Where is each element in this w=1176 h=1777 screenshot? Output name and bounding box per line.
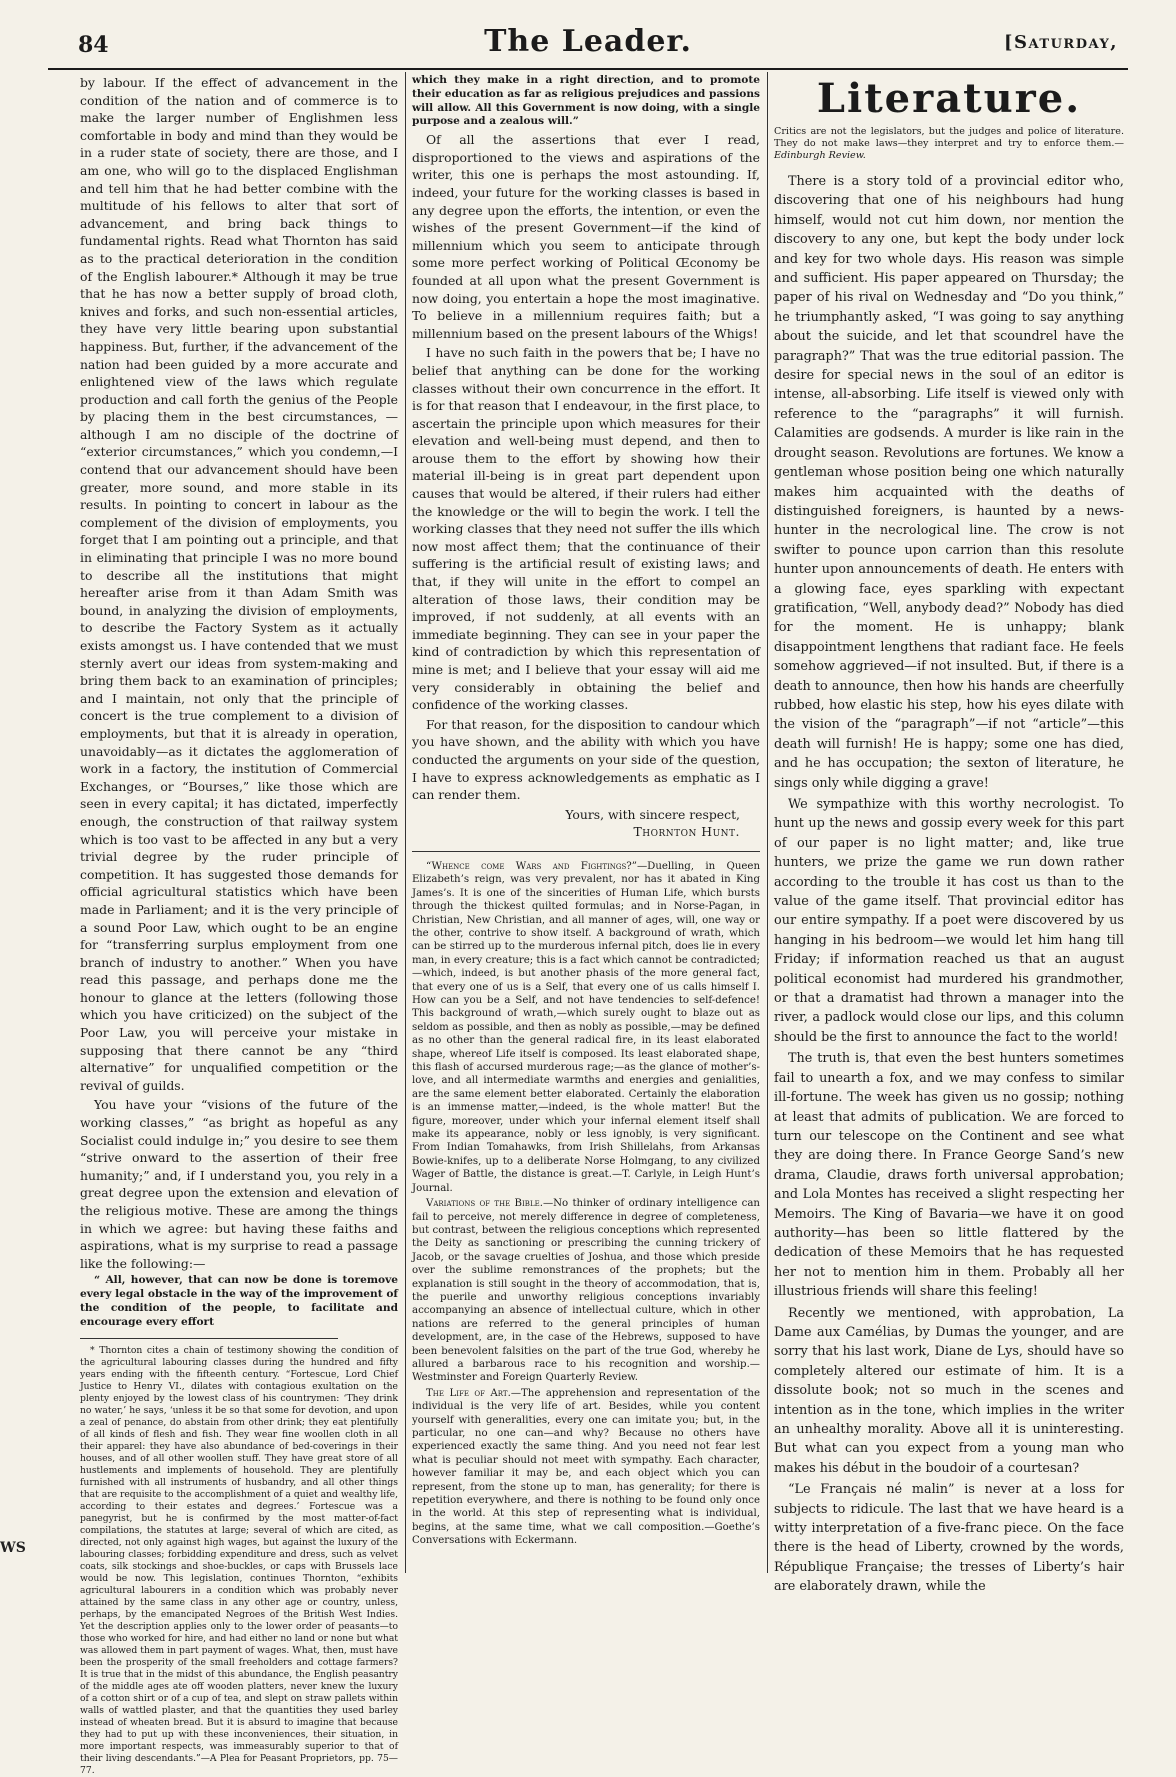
quoted-passage: “ All, however, that can now be done is toremove every legal obstacle in the way of the improvement of the condition of the people, to facilitate and encourage every effort [80,1274,398,1328]
extract-heading: Variations of the Bible. [426,1198,543,1210]
page-number: 84 [78,32,109,58]
extract-paragraph [412,1197,760,1385]
column-three [774,74,1124,1595]
page-header [48,24,1128,70]
letter-paragraph: You have your “visions of the future of the working classes,” “as bright as hopeful as any Socialist could indulge in;” you desire to see them “strive onward to the assertion of their free humanity;” and, if I understand you, you rely in a great degree upon the extension and elevation of the religious motive. These are among the things in which we agree: but having these faiths and aspirations, what is my surprise to read a passage like the following:— [80,1097,398,1271]
column-divider [405,72,406,1573]
literature-paragraph: “Le Français né malin” is never at a loss for subjects to ridicule. The last that we have heard is a witty interpretation of a five-franc piece. On the face there is the head of Liberty, crowned by the words, République Française; the tresses of Liberty’s hair are elaborately drawn, while the [774,1482,1124,1595]
literature-paragraph: There is a story told of a provincial editor who, discovering that one of his neighbours had hung himself, would not cut him down, nor mention the discovery to any one, but kept the body under lock and key for two whole days. His reason was simple and sufficient. His paper appeared on Thursday; the paper of his rival on Wednesday and “Do you think,” he triumphantly asked, “I was going to say anything about the suicide, and let that scoundrel have the paragraph?” That was the true editorial passion. The desire for special news in the soul of an editor is intense, all-absorbing. Life itself is viewed only with reference to the “paragraphs” it will furnish. Calamities are godsends. A murder is like rain in the drought season. Revolutions are fortunes. We know a gentleman whose position being one which naturally makes him acquainted with the deaths of distinguished foreigners, is haunted by a news-hunter in the necrological line. The crow is not swifter to pounce upon carrion than this resolute hunter upon announcements of death. He enters with a glowing face, eyes sparkling with expectant gratification, “Well, anybody dead?” Nobody has died for the moment. He is unhappy; blank disappointment lengthens that radiant face. He feels somehow aggrieved—if not insulted. But, if there is a death to announce, then how his hands are cheerfully rubbed, how elastic his step, how his eyes dilate with the vision of the “paragraph”—if not “article”—this death will furnish! He is happy; some one has died, and he has occupation; the sexton of literature, he sings only while digging a grave! [774,174,1124,791]
quoted-passage-continued: which they make in a right direction, and to promote their education as far as religious prejudices and passions will allow. All this Government is now doing, with a single purpose and a zealous will.” [412,74,760,128]
stamp-text: WS [0,1540,26,1556]
extract-paragraph [412,1387,760,1548]
letter-paragraph: Of all the assertions that ever I read, disproportioned to the views and aspirations of the writer, this one is perhaps the most astounding. If, indeed, your future for the working classes is based in any degree upon the efforts, the intention, or even the wishes of the present Government—if the kind of millennium which you seem to anticipate through some more perfect working of Political Œconomy be founded at all upon what the present Government is now doing, you entertain a hope the most imaginative. To believe in a millennium requires faith; but a millennium based on the present labours of the Whigs! [412,132,760,341]
extract-body: —The apprehension and representation of the individual is the very life of art. Besides, while you content yourself with generalities, every one can imitate you; but, in the particular, no one can—and why? Because no others have experienced exactly the same thing. And you need not fear lest what is peculiar should not meet with sympathy. Each character, however familiar it may be, and each object which you can represent, from the stone up to man, has generality; for there is repetition everywhere, and there is nothing to be found only once in the world. At this step of representing what is individual, begins, at the same time, what we call composition.—Goethe’s Conversations with Eckermann. [412,1387,760,1547]
masthead-title: The Leader. [484,24,692,59]
letter-signature: Thornton Hunt. [633,824,740,840]
letter-paragraph: by labour. If the effect of advancement in the condition of the nation and of commerce is to make the larger number of Englishmen less comfortable in body and mind than they would be in a ruder state of society, there are those, and I am one, who will go to the displaced Englishman and tell him that he had better combine with the multitude of his fellows to alter that sort of advancement, and bring back things to fundamental rights. Read what Thornton has said as to the practical deterioration in the condition of the English labourer.* Although it may be true that he has now a better supply of broad cloth, knives and forks, and such non-essential articles, they have very little bearing upon substantial happiness. But, further, if the advancement of the nation had been guided by a more accurate and enlightened view of the laws which regulate production and call forth the genius of the People by placing them in the best circumstances, — although I am no disciple of the doctrine of “exterior circumstances,” which you condemn,—I contend that our advancement should have been greater, more sound, and more stable in its results. In pointing to concert in labour as the complement of the division of employments, you forget that I am pointing out a principle, and that in eliminating that principle I was no more bound to describe all the institutions that might hereafter arise from it than Adam Smith was bound, in analyzing the division of employments, to describe the Factory System as it actually exists amongst us. I have contended that we must sternly avert our ideas from system-making and bring them back to an examination of principles; and I maintain, not only that the principle of concert is the true complement to a division of employments, but that it is already in operation, unavoidably—as it dictates the agglomeration of work in a factory, the institution of Commercial Exchanges, or “Bourses,” like those which are seen in every capital; it has dictated, imperfectly enough, the construction of that railway system which is too vast to be affected in any but a very trivial degree by the ruder principle of competition. It has suggested those demands for official agricultural statistics which have been made in Parliament; and it is the very principle of a sound Poor Law, which ought to be an engine for “transferring surplus employment from one branch of industry to another.” When you have read this passage, and perhaps done me the honour to glance at the letters (following those which you have criticized) on the subject of the Poor Law, you will perceive your mistake in supposing that there cannot be any “third alternative” for unqualified competition or the revival of guilds. [80,75,398,1093]
section-rule [412,851,760,852]
footnote-rule [80,1338,338,1339]
extract-heading: The Life of Art. [426,1387,511,1399]
extract-body: —Duelling, in Queen Elizabeth’s reign, was very prevalent, nor has it abated in King James’s. It is one of the sincerities of Human Life, which bursts through the thickest quilted formulas; and in Norse-Pagan, in Christian, New Christian, and all manner of ages, will, one way or the other, contrive to show itself. A background of wrath, which can be stirred up to the murderous infernal pitch, does lie in every man, in every creature; this is a fact which cannot be contradicted;—which, indeed, is but another phasis of the more general fact, that every one of us is a Self, that every one of us calls himself I. How can you be a Self, and not have tendencies to self-defence! This background of wrath,—which surely ought to blaze out as seldom as possible, and then as nobly as possible,—may be defined as no other than the general radical fire, in its least elaborated shape, whereof Life itself is composed. Its least elaborated shape, this flash of accursed murderous rage;—as the glance of mother’s-love, and all intermediate warmths and energies and genialities, are the same element better elaborated. Certainly the elaboration is an immense matter,—indeed, is the whole matter! But the figure, moreover, under which your infernal element itself shall make its appearance, nobly or less ignobly, is very significant. From Indian Tomahawks, from Irish Shillelahs, from Arkansas Bowie-knifes, up to a deliberate Norse Holmgang, to any civilized Wager of Battle, the distance is great.—T. Carlyle, in Leigh Hunt’s Journal. [412,860,761,1194]
literature-paragraph: The truth is, that even the best hunters sometimes fail to unearth a fox, and we may confess to similar ill-fortune. The week has given us no gossip; nothing at least that admits of publication. We are forced to turn our telescope on the Continent and see what they are doing there. In France George Sand’s new drama, Claudie, draws forth universal approbation; and Lola Montes has received a slight respecting her Memoirs. The King of Bavaria—we have it on good authority—has been so little flattered by the dedication of these Memoirs that he has requested her not to mention him in them. Probably all her illustrious friends will share this feeling! [774,1051,1124,1300]
footnote-text: * Thornton cites a chain of testimony showing the condition of the agricultural labouring classes during the hundred and fifty years ending with the fifteenth century. “Fortescue, Lord Chief Justice to Henry VI., dilates with contagious exultation on the plenty enjoyed by the lowest class of his countrymen: ‘They drink no water,’ he says, ‘unless it be so that some for devotion, and upon a zeal of penance, do abstain from other drink; they eat plentifully of all kinds of flesh and fish. They wear fine woollen cloth in all their apparel: they have also abundance of bed-coverings in their houses, and of all other woollen stuff. They have great store of all hustlements and implements of household. They are plentifully furnished with all instruments of husbandry, and all other things that are requisite to the accomplishment of a quiet and wealthy life, according to their estates and degrees.’ Fortescue was a panegyrist, but he is confirmed by the most matter-of-fact compilations, the statutes at large; several of which are cited, as directed, not only against high wages, but against the luxury of the labouring classes; forbidding expenditure and dress, such as velvet coats, silk stockings and shoe-buckles, or caps with Brussels lace would be now. This legislation, continues Thornton, “exhibits agricultural labourers in a condition which was probably never attained by the same class in any other age or country, unless, perhaps, by the emancipated Negroes of the British West Indies. Yet the description applies only to the lower order of peasants—to those who worked for hire, and had either no land or none but what was allowed them in part payment of wages. What, then, must have been the prosperity of the small freeholders and cottage farmers? It is true that in the midst of this abundance, the English peasantry of the middle ages ate off wooden platters, never knew the luxury of a cotton shirt or of a cup of tea, and slept on straw pallets within walls of wattled plaster, and that the quantities they used barley instead of wheaten bread. But it is absurd to imagine that because they had to put up with these inconveniences, their situation, in more important respects, was immeasurably superior to that of their living descendants.”—A Plea for Peasant Proprietors, pp. 75—77. [80,1344,398,1776]
motto-text: Critics are not the legislators, but the judges and police of literature. They do not make laws—they interpret and try to enforce them.— [774,126,1124,149]
letter-closing: Yours, with sincere respect, [565,806,740,822]
section-title: Literature. [816,75,1082,122]
column-one [80,74,398,1776]
extract-body: —No thinker of ordinary intelligence can fail to perceive, not merely difference in degree of completeness, but contrast, between the religious conceptions which represented the Deity as sanctioning or prescribing the cunning trickery of Jacob, or the savage cruelties of Joshua, and those which preside over the sublime remonstrances of the prophets; but the explanation is still sought in the theory of accommodation, that is, the puerile and unworthy religious conceptions invariably accompanying an absence of intellectual culture, which in other nations are referred to the general principles of human development, are, in the case of the Hebrews, supposed to have been benevolent falsities on the part of the true God, whereby he allured a barbarous race to his recognition and worship.—Westminster and Foreign Quarterly Review. [412,1198,760,1384]
literature-paragraph: We sympathize with this worthy necrologist. To hunt up the news and gossip every week for this part of our paper is no light matter; and, like true hunters, we prize the game we run down rather according to the trouble it has cost us than to the value of the game itself. That provincial editor has our entire sympathy. If a poet were discovered by us hanging in his bedroom—we would let him hang till Friday; if information reached us that an august political economist had murdered his grandmother, or that a dramatist had thrown a manager into the river, a padlock would close our lips, and this column should be the first to announce the fact to the world! [774,797,1124,1045]
column-divider [767,72,768,1573]
column-two [412,74,760,1573]
letter-paragraph: I have no such faith in the powers that be; I have no belief that anything can be done for the working classes without their own concurrence in the effort. It is for that reason that I endeavour, in the first place, to ascertain the principle upon which measures for their elevation and well-being must depend, and then to arouse them to the effort by showing how their material ill-being is in great part dependent upon causes that would be altered, if their rulers had either the knowledge or the will to begin the work. I tell the working classes that they need not suffer the ills which now most affect them; that the continuance of their suffering is the artificial result of existing laws; and that, if they will unite in the effort to compel an alteration of those laws, their condition may be improved, if not suddenly, at all events with an immediate beginning. They can see in your paper the kind of contradiction by which this representation of mine is met; and I believe that your essay will aid me very considerably in obtaining the belief and confidence of the working classes. [412,345,760,713]
issue-day: [Saturday, [1004,32,1118,53]
library-stamp [0,1540,60,1610]
extract-heading: “Whence come Wars and Fightings?” [426,860,637,872]
literature-paragraph: Recently we mentioned, with approbation, La Dame aux Camélias, by Dumas the younger, and are sorry that his last work, Diane de Lys, should have so completely altered our estimate of him. It is a dissolute book; not so much in the scenes and intention as in the tone, which implies in the writer an unhealthy morality. Above all it is uninteresting. But what can you expect from a young man who makes his début in the boudoir of a courtesan? [774,1305,1124,1476]
section-motto [774,126,1124,162]
letter-paragraph: For that reason, for the disposition to candour which you have shown, and the ability with which you have conducted the arguments on your side of the question, I have to express acknowledgements as emphatic as I can render them. [412,716,760,803]
footnote [80,1345,398,1777]
extract-paragraph [412,860,760,1195]
motto-source: Edinburgh Review. [774,150,866,161]
